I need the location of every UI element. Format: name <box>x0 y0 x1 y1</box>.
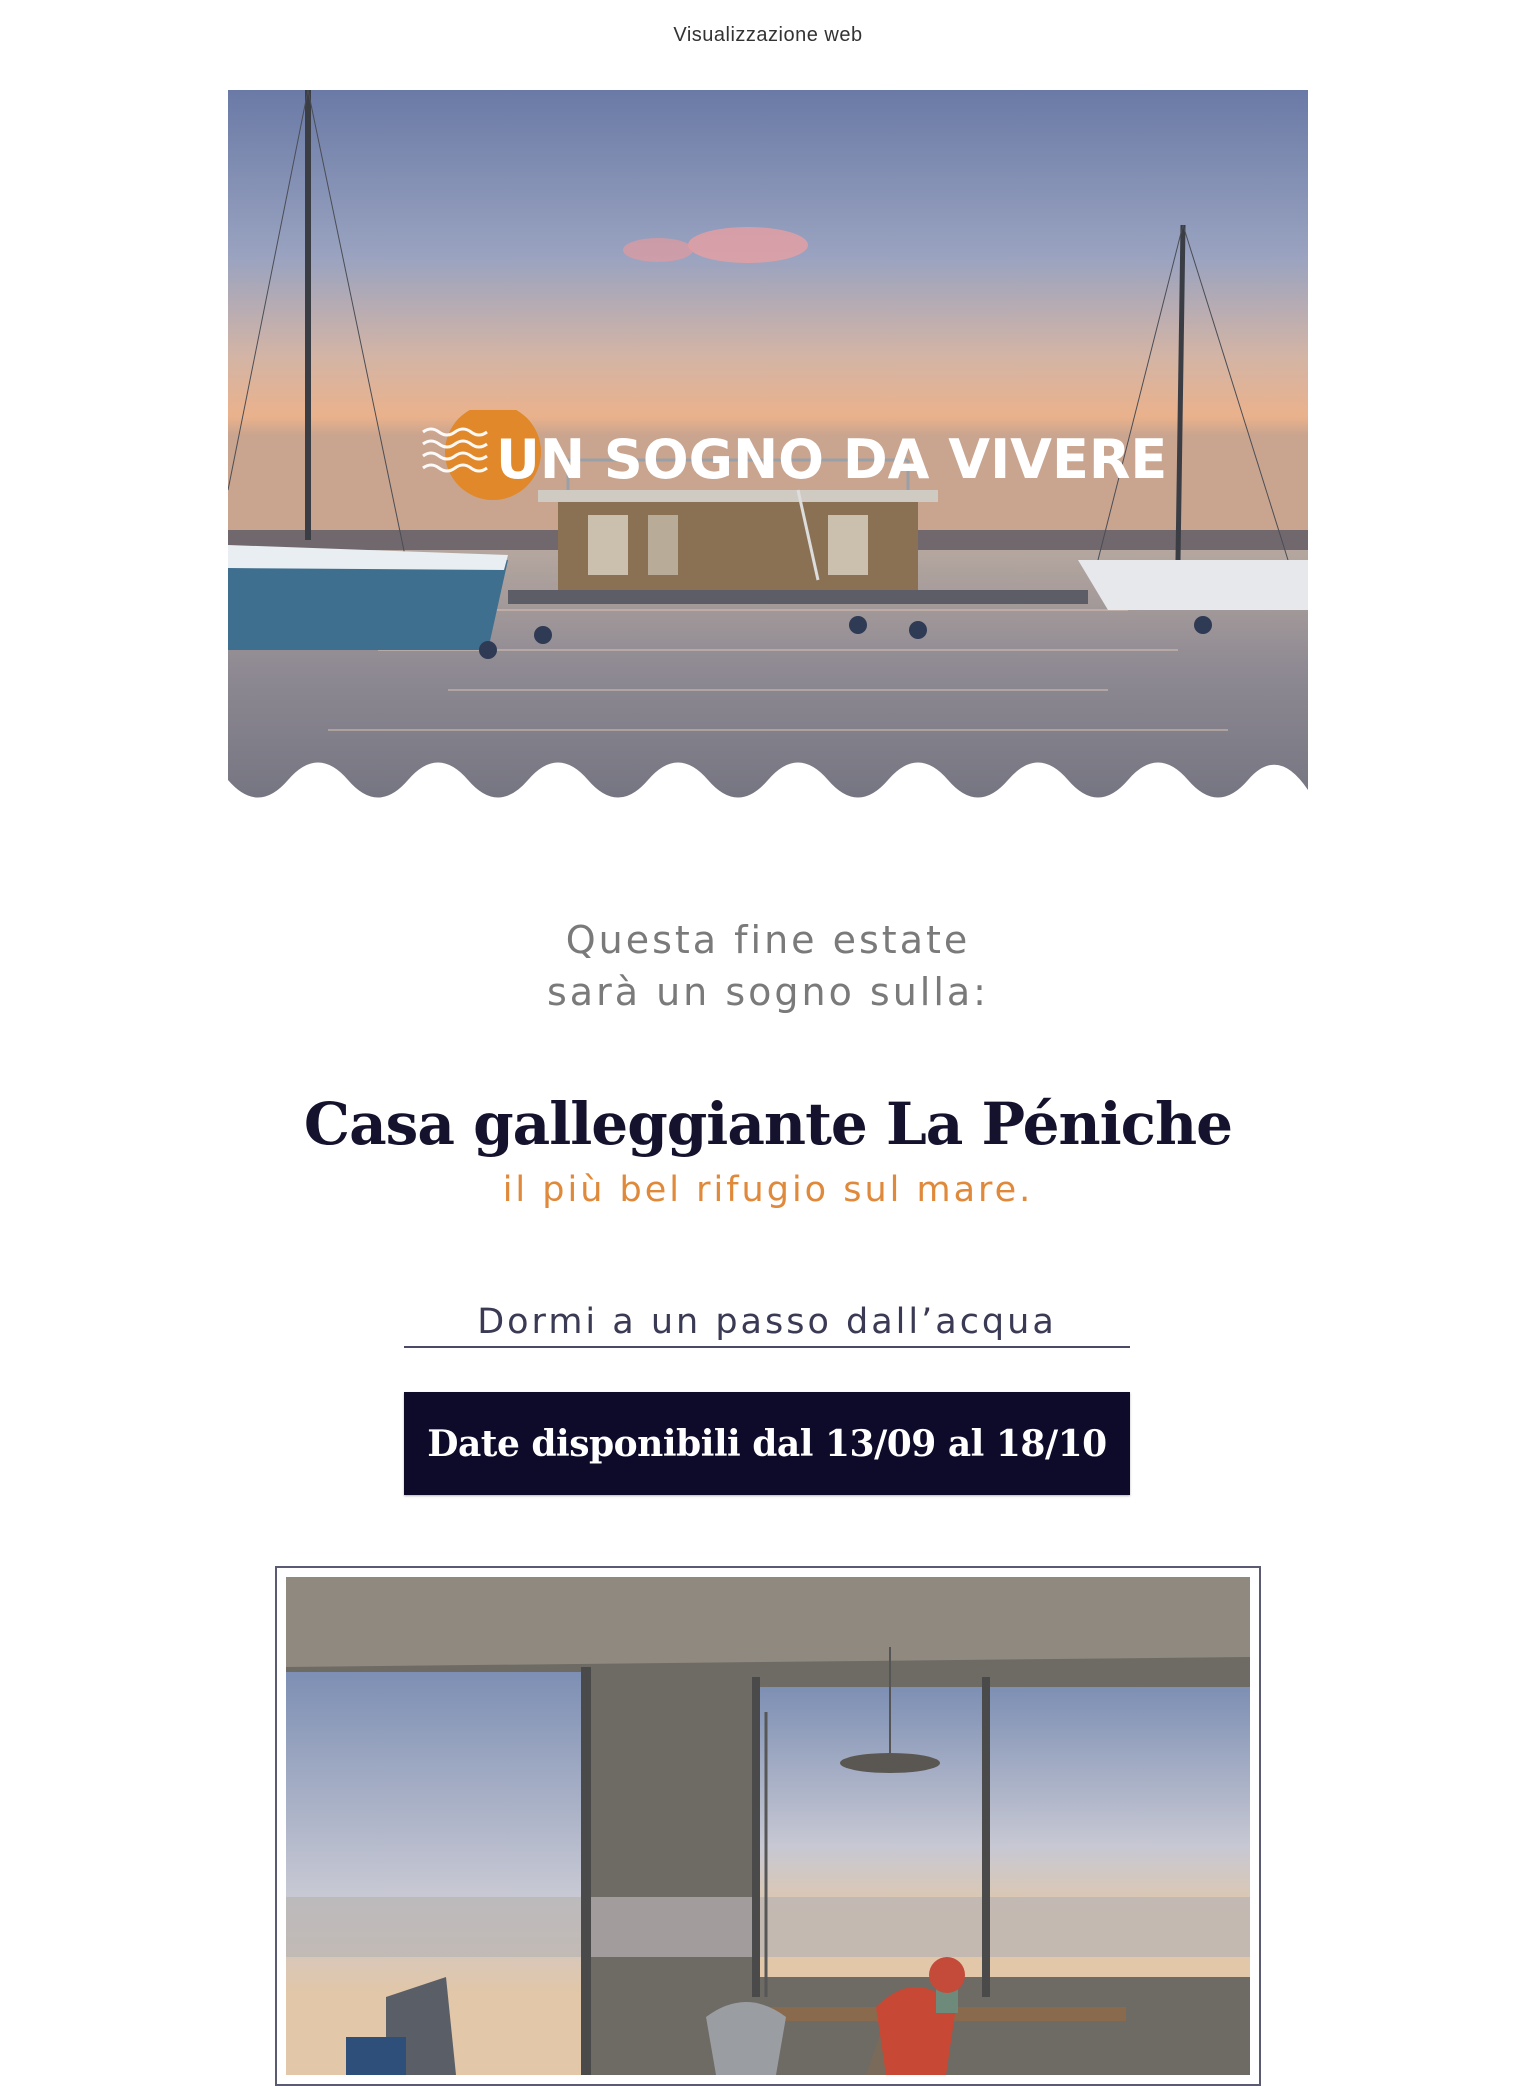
intro-line-1: Questa fine estate <box>565 918 971 962</box>
product-title: Casa galleggiante La Péniche <box>303 1090 1233 1158</box>
available-dates-button[interactable]: Date disponibili dal 13/09 al 18/10 <box>404 1392 1130 1495</box>
tagline: Dormi a un passo dall’acqua <box>404 1302 1130 1348</box>
hero-banner <box>228 90 1308 835</box>
interior-photo-frame <box>275 1566 1261 2086</box>
web-view-link[interactable]: Visualizzazione web <box>673 24 863 46</box>
hero-title-group <box>228 410 1308 530</box>
intro-text <box>0 914 1536 1018</box>
hero-title: UN SOGNO DA VIVERE <box>496 428 1168 491</box>
intro-line-2: sarà un sogno sulla: <box>547 970 989 1014</box>
product-subtitle: il più bel rifugio sul mare. <box>502 1170 1034 1210</box>
hero-title-graphic <box>228 410 1308 530</box>
interior-photo <box>286 1577 1250 2075</box>
